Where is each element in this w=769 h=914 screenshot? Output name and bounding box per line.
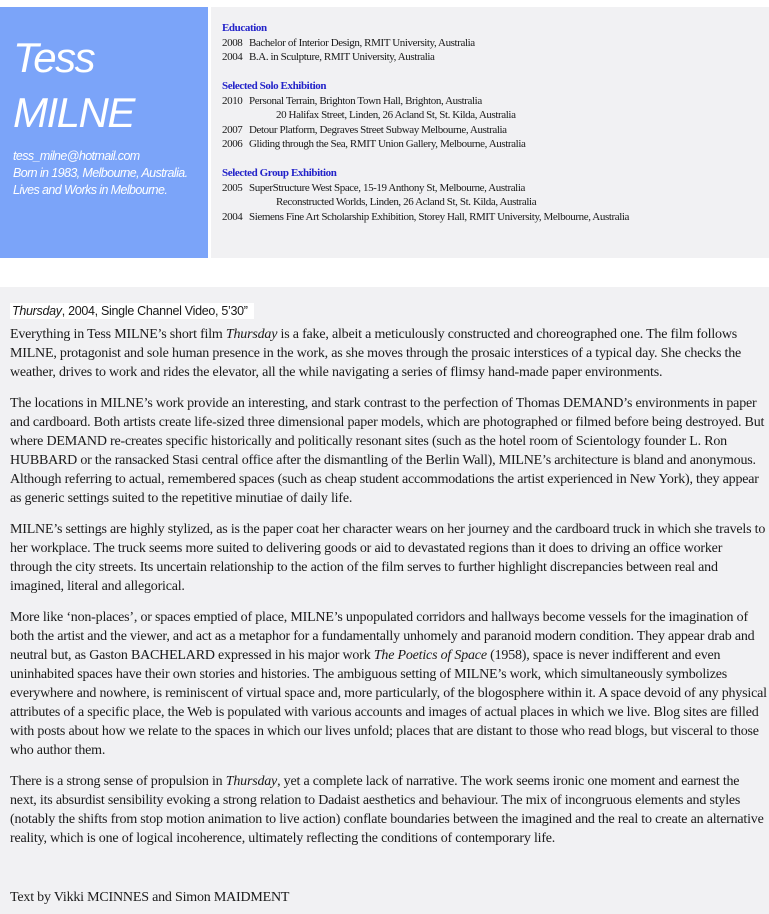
artist-born: Born in 1983, Melbourne, Australia. (13, 166, 188, 180)
cv-row (222, 195, 629, 210)
paragraph-text: Everything in Tess MILNE’s short film (10, 327, 226, 342)
paragraph-4 (10, 608, 767, 760)
cv-row (222, 181, 629, 196)
cv-section-group (222, 166, 629, 224)
cv-row (222, 123, 629, 138)
cv-row (222, 50, 629, 65)
article-body (10, 325, 767, 860)
cv-entry: 20 Halifax Street, Linden, 26 Acland St, St. Kilda, Australia (276, 109, 516, 121)
cv-row (222, 36, 629, 51)
cv-year: 2006 (222, 138, 243, 150)
header-section (0, 7, 769, 258)
cv-entry: Bachelor of Interior Design, RMIT University, Australia (249, 36, 475, 49)
cv-year: 2010 (222, 94, 243, 107)
paragraph-2: The locations in MILNE’s work provide an interesting, and stark contrast to the perfection of Thomas DEMAND’s environments in paper and cardboard. Both artists create life-sized three dimensional paper models, which are photographed or filmed before being destroyed. But where DEMAND re-creates specific historically and politically resonant sites (such as the hotel room of Scientology founder L. Ron HUBBARD or the ransacked Stasi central office after the dismantling of the Berlin Wall), MILNE’s architecture is bland and anonymous. Although referring to actual, remembered spaces (such as cheap student accommodations the artist experienced in New York), they appear as generic settings suited to the repetitive minutiae of daily life. (10, 396, 765, 506)
text-credit: Text by Vikki MCINNES and Simon MAIDMENT (10, 890, 290, 905)
artist-email[interactable]: tess_milne@hotmail.com (13, 149, 140, 163)
article-section (0, 287, 769, 914)
paragraph-1 (10, 325, 767, 382)
work-caption (10, 303, 254, 319)
cv-entry: Personal Terrain, Brighton Town Hall, Brighton, Australia (249, 94, 482, 107)
cv-row (222, 137, 629, 152)
paragraph-text: (1958), space is never indifferent and even uninhabited spaces have their own stories and histories. The ambiguous setting of MILNE’s work, which simultaneously symbolizes everywhere and nowhere, is reminiscent of virtual space and, more particularly, of the blogosphere within it. A space devoid of any physical attributes of a specific place, the Web is populated with various accounts and images of actual places in which we live. Blog sites are filled with posts about how we relate to the spaces in which our lives unfold; places that are distant to those who read blogs, but visceral to those who author them. (10, 648, 767, 758)
paragraph-3: MILNE’s settings are highly stylized, as is the paper coat her character wears on her journey and the cardboard truck in which she travels to her workplace. The truck seems more suited to delivering goods or aid to devastated regions than it does to driving an office worker through the city streets. Its uncertain relationship to the action of the film serves to further highlight discrepancies between real and imagined, literal and allegorical. (10, 522, 766, 594)
cv-year: 2004 (222, 51, 243, 63)
cv-section-title: Selected Group Exhibition (222, 167, 337, 179)
cv-year: 2004 (222, 210, 243, 223)
artist-first-name: Tess (13, 34, 95, 81)
cv-year: 2005 (222, 181, 243, 194)
paragraph-text: is a fake, albeit a meticulously constructed and choreographed one. The film follows MILNE, protagonist and sole human presence in the work, as she moves through the prosaic interstices of a typical day. She checks the weather, drives to work and rides the elevator, all the while navigating a series of flimsy hand-made paper environments. (10, 327, 742, 380)
work-details: , 2004, Single Channel Video, 5’30” (61, 304, 248, 318)
cv-entry: Detour Platform, Degraves Street Subway Melbourne, Australia (249, 123, 507, 136)
cv-entry: Reconstructed Worlds, Linden, 26 Acland St, St. Kilda, Australia (276, 196, 537, 208)
artist-profile-panel (0, 7, 208, 258)
work-title: Thursday (12, 304, 62, 318)
cv-year: 2007 (222, 123, 243, 136)
film-title: Thursday (225, 774, 278, 789)
book-title: The Poetics of Space (373, 648, 487, 663)
cv-content (222, 21, 629, 239)
cv-row (222, 210, 629, 225)
cv-panel (211, 7, 769, 258)
paragraph-text: More like ‘non-places’, or spaces emptied of place, MILNE’s unpopulated corridors and hallways become vessels for the imagination of both the artist and the viewer, and act as a metaphor for a fundamentally unhomely and paranoid modern condition. They appear drab and neutral but, as Gaston BACHELARD expressed in his major work (10, 610, 755, 663)
cv-section-title: Selected Solo Exhibition (222, 80, 327, 92)
artist-last-name: MILNE (13, 89, 134, 136)
artist-lives: Lives and Works in Melbourne. (13, 183, 168, 197)
cv-section-solo (222, 79, 629, 152)
cv-section-education (222, 21, 629, 65)
paragraph-text: , yet a complete lack of narrative. The work seems ironic one moment and earnest the next, its absurdist sensibility evoking a strong relation to Dadaist aesthetics and behaviour. The mix of incongruous elements and styles (notably the shifts from stop motion animation to live action) conflate boundaries between the imagined and the real to create an alternative reality, which is one of logical incoherence, ultimately reflecting the conditions of contemporary life. (10, 774, 764, 846)
cv-entry: Siemens Fine Art Scholarship Exhibition, Storey Hall, RMIT University, Melbourne, Australia (249, 210, 630, 223)
cv-row (222, 108, 629, 123)
cv-entry: SuperStructure West Space, 15-19 Anthony St, Melbourne, Australia (249, 181, 525, 194)
paragraph-text: There is a strong sense of propulsion in (10, 774, 226, 789)
paragraph-5 (10, 772, 767, 848)
film-title: Thursday (225, 327, 278, 342)
cv-section-title: Education (222, 22, 267, 34)
cv-year: 2008 (222, 36, 243, 49)
cv-entry: B.A. in Sculpture, RMIT University, Australia (249, 51, 435, 63)
cv-row (222, 94, 629, 109)
cv-entry: Gliding through the Sea, RMIT Union Gallery, Melbourne, Australia (249, 138, 526, 150)
artist-contact (13, 148, 187, 199)
